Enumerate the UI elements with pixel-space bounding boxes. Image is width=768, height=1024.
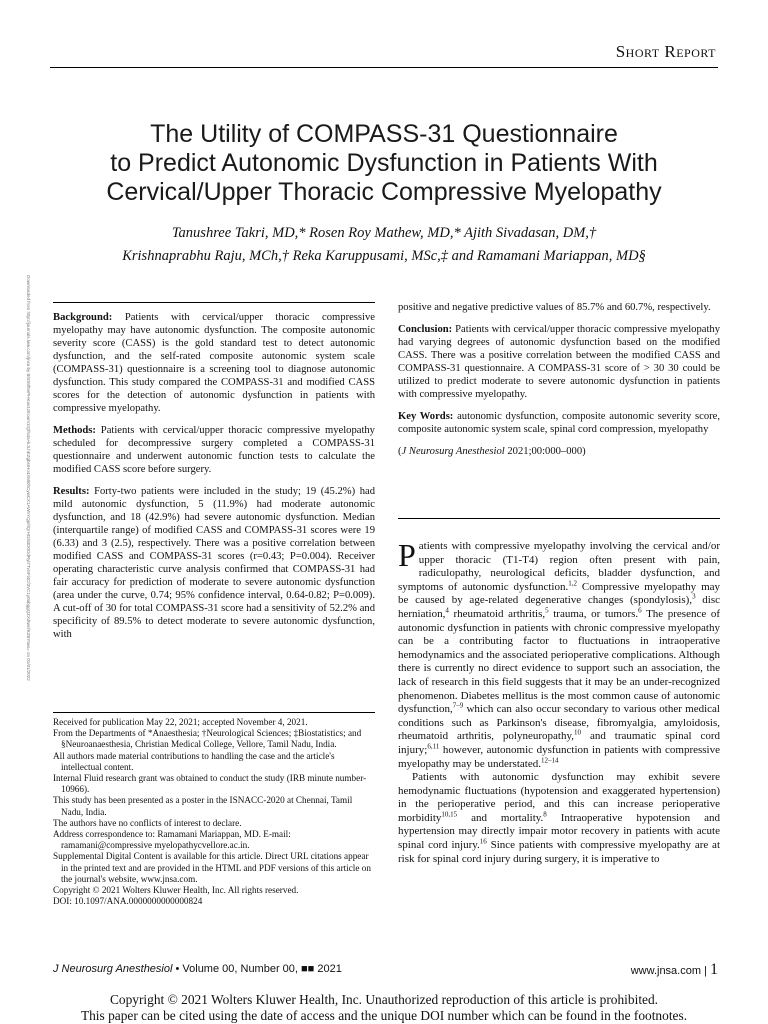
footnote: All authors made material contributions to handling the case and the article's intellectual content. [53,750,335,772]
results-text: Forty-two patients were included in the study; 19 (45.2%) had mild autonomic dysfunction, 5 (11.9%) had moderate autonomic dysfunction, and 18 (42.9%) had severe autonomic dysfunction. Median (interquartile range) of modified CASS and COMPASS-31 scores were 19 (6.33) and 3 (2.5), respectively. There was a positive correlation between modified CASS and COMPASS-31 scores (r=0.43; P=0.004). Receiver operating characteristic curve analysis confirmed that COMPASS-31 had fair accuracy for prediction of moderate to severe autonomic dysfunction (area under the curve, 0.74; 95% confidence interval, 0.64-0.82; P=0.009). A cut-off of 30 for total COMPASS-31 score had a sensitivity of 52.2% and specificity of 89.5% to detect moderate to severe autonomic dysfunction, with [53,486,375,640]
body-paragraph [398,771,720,866]
keywords [398,410,720,436]
footnote-rule [53,712,375,713]
abstract-top-rule [53,302,375,303]
citation-ref: 1,2 [568,579,577,588]
abstract-results-cont: positive and negative predictive values of 85.7% and 60.7%, respectively. [398,302,711,313]
copyright-bar [0,992,768,1024]
citation-ref: 8 [543,810,547,819]
footnote: From the Departments of *Anaesthesia; †Neurological Sciences; ‡Biostatistics; and §Neuroanaesthesia, Christian Medical College, Vellore, Tamil Nadu, India. [53,728,362,750]
body-text [398,537,721,866]
text-run: Intraoperative hypotension and hypertension may directly impair motor recovery in patients with acute spinal cord injury. [398,811,720,852]
title-line: to Predict Autonomic Dysfunction in Patients With [110,149,658,177]
citation-ref: 3 [692,592,696,601]
methods-label: Methods: [53,425,96,436]
keywords-label: Key Words: [398,411,454,422]
copyright-line: Copyright © 2021 Wolters Kluwer Health, Inc. Unauthorized reproduction of this article is prohibited. [109,992,659,1007]
footnote: DOI: 10.1097/ANA.0000000000000824 [53,896,203,907]
citation-ref: 7–9 [452,701,464,710]
text-run: and traumatic spinal cord injury; [398,730,720,756]
drop-cap: P [398,537,416,573]
header-rule [50,67,718,68]
footer-website: www.jnsa.com | [630,965,707,977]
footnote: Internal Fluid research grant was obtained to conduct the study (IRB minute number-10966). [53,773,367,795]
title-line: The Utility of COMPASS-31 Questionnaire [150,120,618,148]
text-run: atients with compressive myelopathy involving the cervical and/or upper thoracic (T1-T4) region often present with pain, radiculopathy, neurological deficits, bladder dysfunction, and symptoms of autonomic dysfunction. [398,540,720,593]
section-label: Short Report [615,42,716,61]
abstract-results [53,485,375,641]
text-run: trauma, or tumors. [548,607,639,620]
text-run: which can also occur secondary to various other medical conditions such as Parkinson's disease, fibromyalgia, amyloidosis, rheumatoid arthritis, polyneuropathy, [398,703,720,743]
citation: (J Neurosurg Anesthesiol 2021;00:000–000) [398,446,586,457]
page-number: 1 [710,961,718,978]
body-paragraph [398,537,721,771]
methods-text: Patients with cervical/upper thoracic compressive myelopathy scheduled for decompressive surgery completed a COMPASS-31 questionnaire and underwent autonomic function tests to calculate the modified CASS score before surgery. [53,425,375,475]
text-run: Compressive myelopathy may be caused by age-related degenerative changes (spondylosis), [398,580,721,607]
citation-ref: 12–14 [540,755,559,764]
footnote: Address correspondence to: Ramamani Mariappan, MD. E-mail: ramamani@compressive myelopathycvellore.ac.in. [53,829,291,851]
footnote: The authors have no conflicts of interest to declare. [53,817,242,828]
author-line: Krishnaprabhu Raju, MCh,† Reka Karuppusami, MSc,‡ and Ramamani Mariappan, MD§ [122,248,646,264]
page-footer-right [631,961,718,979]
footnote: Supplemental Digital Content is available for this article. Direct URL citations appear in the printed text and are provided in the HTML and PDF versions of this article on the journal's website, www.jnsa.com. [53,851,371,884]
footer-issue: • Volume 00, Number 00, ■■ 2021 [172,963,342,975]
citation-note-line: This paper can be cited using the date of access and the unique DOI number which can be found in the footnotes. [80,1008,688,1023]
conclusion-text: Patients with cervical/upper thoracic compressive myelopathy had varying degrees of autonomic dysfunction based on the modified CASS. There was a positive correlation between the modified CASS and COMPASS-31 questionnaire. A COMPASS-31 score of > 30 30 could be utilized to predict moderate to severe autonomic dysfunction in patients with compressive myelopathy. [398,324,720,400]
author-line: Tanushree Takri, MD,* Rosen Roy Mathew, MD,* Ajith Sivadasan, DM,† [171,225,597,241]
text-run: rheumatoid arthritis, [448,607,546,620]
keywords-text: autonomic dysfunction, composite autonomic severity score, composite autonomic system scale, spinal cord compression, myelopathy [398,411,720,435]
download-note [23,275,33,725]
page-footer-left [53,963,342,975]
text-run: disc herniation, [398,594,720,620]
abstract-background [53,311,375,415]
abstract-right [398,301,720,458]
footnote: Copyright © 2021 Wolters Kluwer Health, Inc. All rights reserved. [53,885,299,896]
conclusion-label: Conclusion: [398,324,453,335]
download-note-text: Downloaded from http://journals.lww.com/jnsa by BhDMf5ePHKav1zEoum1tQfN4a+kJLhEZgbsIHo4XMi0hCywCX1AWnYQp/IlQrHD3i3D0OdRyi7TvSFl4Cf3VC1y0abggQZXdtwnfKZBYtws= on 01/01/2022 [26,275,31,681]
abstract-methods [53,424,375,476]
citation-journal: J Neurosurg Anesthesiol [401,446,505,457]
author-list [40,222,728,268]
footnote: This study has been presented as a poster in the ISNACC-2020 at Chennai, Tamil Nadu, India. [53,795,353,817]
citation-ref: 6 [638,606,642,615]
citation-ref: 5 [545,606,549,615]
text-run: and mortality. [457,811,544,824]
abstract-conclusion [398,323,720,401]
text-run: Since patients with compressive myelopathy are at risk for spinal cord injury during surgery, it is imperative to [398,839,720,865]
abstract-left [53,311,375,650]
citation-ref: 16 [479,837,487,846]
background-label: Background: [53,312,113,323]
text-run: Patients with autonomic dysfunction may exhibit severe hemodynamic fluctuations (hypotension and exaggerated hypertension) in the perioperative period, and this can increase perioperative morbidity [398,771,720,824]
citation-ref: 10 [574,728,582,737]
text-run: however, autonomic dysfunction in patients with compressive myelopathy may be understated. [398,743,720,770]
citation-ref: 6,11 [427,742,440,751]
abstract-bottom-rule [398,518,720,519]
citation-ref: 4 [445,606,449,615]
results-label: Results: [53,486,90,497]
title-line: Cervical/Upper Thoracic Compressive Myelopathy [106,178,662,206]
citation-ref: 10,15 [441,810,458,819]
text-run: The presence of autonomic dysfunction in patients with chronic compressive myelopathy can be a contributing factor to fluctuations in intraoperative hemodynamics and the associated perioperative complications. Although there is currently no direct evidence to support such an association, the lack of research in this field suggests that it may be an under-recognized phenomenon. Diabetes mellitus is the most common cause of autonomic dysfunction, [398,607,720,716]
background-text: Patients with cervical/upper thoracic compressive myelopathy may have autonomic dysfunction. The composite autonomic severity score (CASS) is the gold standard test to detect autonomic dysfunction, and the self-rated composite autonomic system scale (COMPASS-31) questionnaire is a screening tool to diagnose autonomic dysfunction. This study compared the COMPASS-31 and modified CASS scores for the detection of autonomic dysfunction in patients with compressive myelopathy. [53,312,375,414]
footnotes [53,717,375,907]
citation-rest: 2021;00:000–000) [507,446,586,457]
article-title [40,120,728,207]
footer-journal: J Neurosurg Anesthesiol [53,963,173,975]
footnote: Received for publication May 22, 2021; accepted November 4, 2021. [53,717,308,727]
